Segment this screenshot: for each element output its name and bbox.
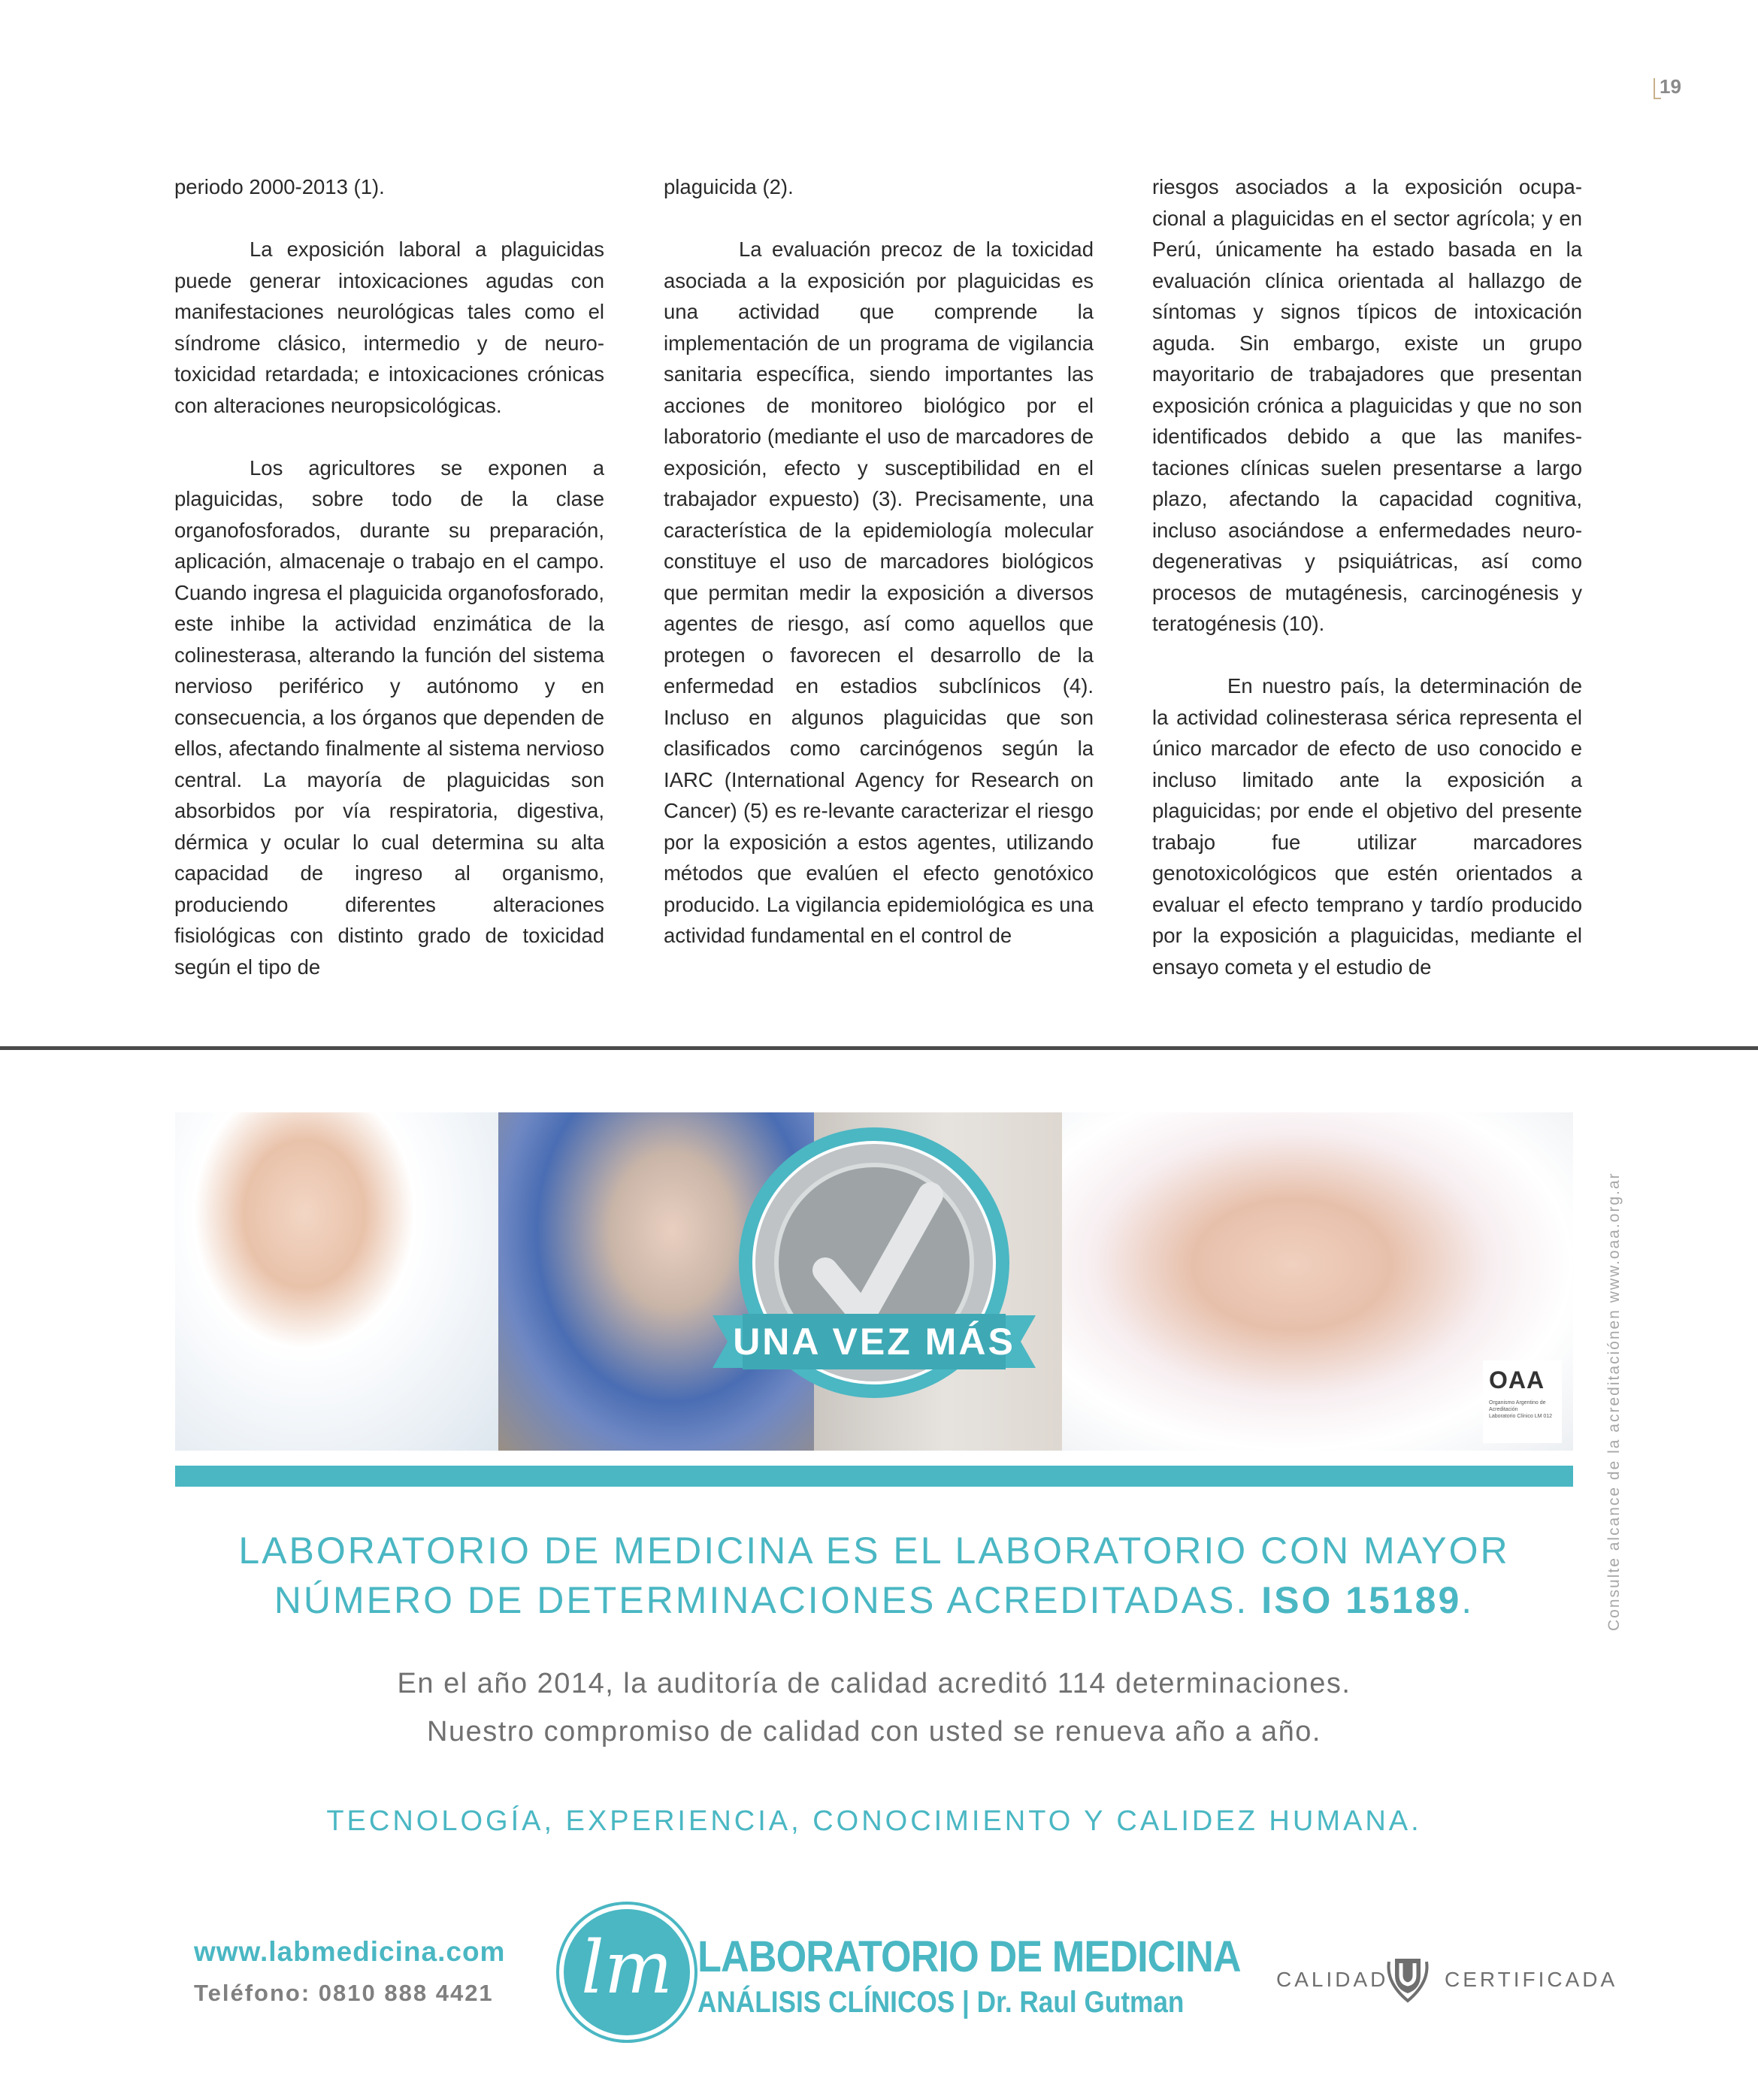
website-link[interactable]: www.labmedicina.com bbox=[194, 1936, 506, 1967]
oaa-badge bbox=[1483, 1360, 1562, 1443]
paragraph: periodo 2000-2013 (1). bbox=[174, 175, 385, 198]
subline-1: En el año 2014, la auditoría de calidad acreditó 114 determinaciones. bbox=[397, 1668, 1351, 1699]
headline-line-1: LABORATORIO DE MEDICINA ES EL LABORATORIO CON MAYOR bbox=[238, 1530, 1510, 1572]
ad-banner-image bbox=[175, 1112, 1573, 1451]
ad-subline bbox=[175, 1660, 1573, 1756]
ad-tagline: TECNOLOGÍA, EXPERIENCIA, CONOCIMIENTO Y CALIDEZ HUMANA. bbox=[326, 1805, 1422, 1837]
nurse-photo bbox=[175, 1112, 498, 1451]
oaa-caption bbox=[1489, 1399, 1557, 1420]
subline-2: Nuestro compromiso de calidad con usted se renueva año a año. bbox=[427, 1716, 1321, 1747]
brand-subtitle: ANÁLISIS CLÍNICOS | Dr. Raul Gutman bbox=[697, 1986, 1185, 2019]
calidad-label: CALIDAD bbox=[1276, 1968, 1389, 1991]
paragraph: riesgos asociados a la exposición ocupa-cional a plaguicidas en el sector agrícola; y en Perú, únicamente ha estado basada en la evaluación clínica orientada al hallazgo de síntomas y signos típicos de intoxicación aguda. Sin embargo, existe un grupo mayoritario de trabajadores que presentan exposición crónica a plaguicidas y que no son identificados debido a que las manifes-taciones clínicas suelen presentarse a largo plazo, afectando la capacidad cognitiva, incluso asociándose a enfermedades neuro-degenerativas y psiquiátricas, así como procesos de mutagénesis, carcinogénesis y teratogénesis (10). bbox=[1152, 175, 1582, 635]
iso-label: ISO 15189 bbox=[1261, 1579, 1462, 1621]
page-number: 19 bbox=[1660, 75, 1681, 98]
accreditation-note: Consulte alcance de la acreditaciónen www.oaa.org.ar bbox=[1605, 1172, 1623, 1631]
oaa-caption-line: Organismo Argentino de Acreditación bbox=[1489, 1400, 1546, 1412]
seal-check-icon bbox=[713, 1112, 1036, 1413]
paragraph: Los agricultores se exponen a plaguicidas, sobre todo de la clase organofosforados, durante su preparación, aplicación, almacenaje o trabajo en el campo. Cuando ingresa el plaguicida organofosforado, este inhibe la actividad enzimática de la colinesterasa, alterando la función del sistema nervioso periférico y autónomo y en consecuencia, a los órganos que dependen de ellos, afectando finalmente al sistema nervioso central. La mayoría de plaguicidas son absorbidos por vía respiratoria, digestiva, dérmica y ocular lo cual determina su alta capacidad de ingreso al organismo, produciendo diferentes alteraciones fisiológicas con distinto grado de toxicidad según el tipo de bbox=[174, 455, 604, 979]
brand-name: LABORATORIO DE MEDICINA bbox=[697, 1932, 1241, 1981]
phone-number: Teléfono: 0810 888 4421 bbox=[194, 1980, 494, 2006]
paragraph: La evaluación precoz de la toxicidad asociada a la exposición por plaguicidas es una actividad que comprende la implementación de un programa de vigilancia sanitaria específica, siendo importantes las acciones de monitoreo biológico por el laboratorio (mediante el uso de marcadores de exposición, efecto y susceptibilidad en el trabajador expuesto) (3). Precisamente, una característica de la epidemiología molecular constituye el uso de marcadores biológicos que permitan medir la exposición a diversos agentes de riesgo, así como aquellos que protegen o favorecen el desarrollo de la enfermedad en estadios subclínicos (4). Incluso en algunos plaguicidas que son clasificados como carcinógenos según la IARC (International Agency for Research on Cancer) (5) es re-levante caracterizar el riesgo por la exposición a estos agentes, utilizando métodos que evalúen el efecto genotóxico producido. La vigilancia epidemiológica es una actividad fundamental en el control de bbox=[664, 238, 1094, 947]
headline-end: . bbox=[1461, 1579, 1475, 1621]
certificada-label: CERTIFICADA bbox=[1445, 1968, 1618, 1991]
ad-headline bbox=[175, 1526, 1573, 1625]
oaa-label: OAA bbox=[1489, 1366, 1545, 1393]
banner-text: UNA VEZ MÁS bbox=[733, 1321, 1015, 1363]
logo-initials: lm bbox=[581, 1926, 673, 2010]
paragraph: La exposición laboral a plaguicidas puede generar intoxicaciones agudas con manifestaciones neurológicas tales como el síndrome clásico, intermedio y de neuro-toxicidad retardada; e intoxicaciones crónicas con alteraciones neuropsicológicas. bbox=[174, 238, 604, 417]
article-column-2 bbox=[664, 171, 1094, 982]
article-column-1 bbox=[174, 171, 604, 1014]
lm-logo-icon bbox=[559, 1905, 694, 2040]
quality-emblem-icon bbox=[1383, 1953, 1433, 2005]
article-column-3 bbox=[1152, 171, 1582, 1014]
section-divider bbox=[0, 1046, 1758, 1050]
headline-line-2-text: NÚMERO DE DETERMINACIONES ACREDITADAS. bbox=[274, 1579, 1249, 1621]
teal-bar bbox=[175, 1466, 1573, 1487]
paragraph: En nuestro país, la determinación de la actividad colinesterasa sérica representa el único marcador de efecto de uso conocido e incluso limitado ante la exposición a plaguicidas; por ende el objetivo del presente trabajo fue utilizar marcadores genotoxicológicos que estén orientados a evaluar el efecto temprano y tardío producido por la exposición a plaguicidas, mediante el ensayo cometa y el estudio de bbox=[1152, 674, 1582, 979]
oaa-caption-line: Laboratorio Clínico LM 012 bbox=[1489, 1414, 1553, 1419]
paragraph: plaguicida (2). bbox=[664, 175, 794, 198]
headline-line-2 bbox=[175, 1575, 1573, 1625]
